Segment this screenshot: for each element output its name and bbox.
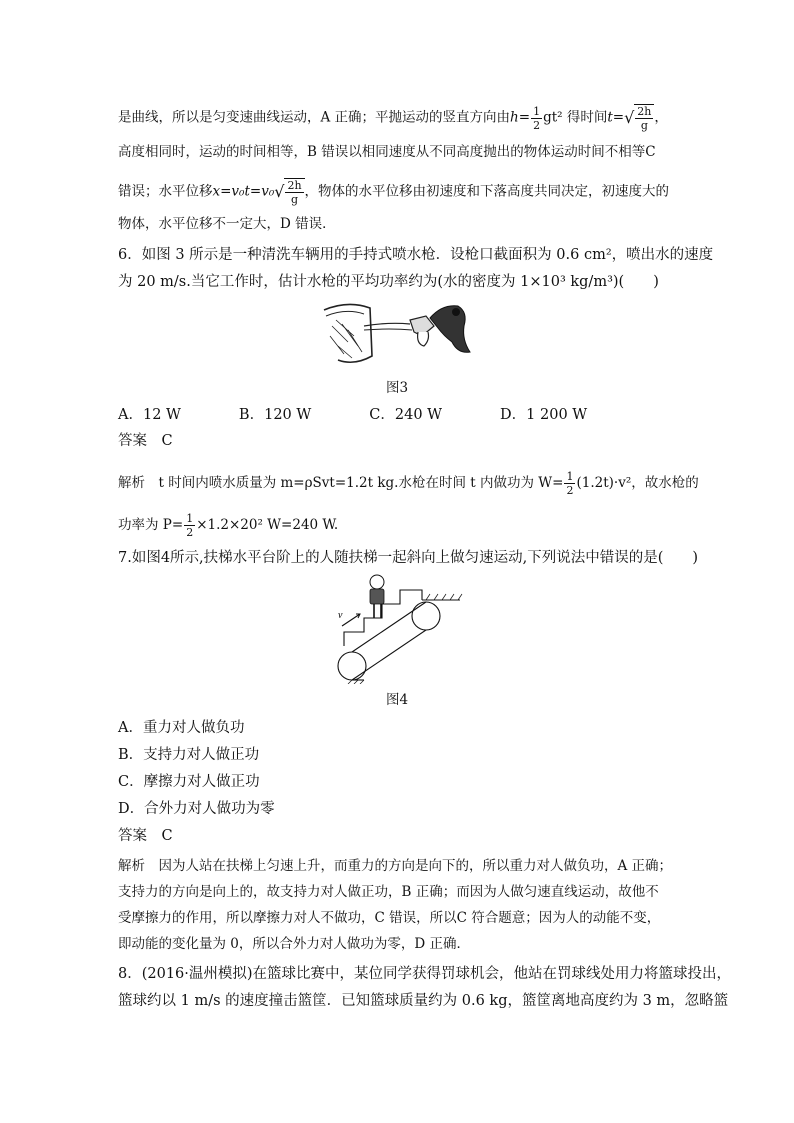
question-7-analysis-line-3: 受摩擦力的作用，所以摩擦力对人不做功，C 错误，所以C 符合题意；因为人的动能不变，: [118, 910, 661, 926]
question-7-analysis-line-2: 支持力的方向是向上的，故支持力对人做正功，B 正确；而因为人做匀速直线运动，故他不: [118, 884, 659, 900]
fraction-half: [531, 105, 542, 132]
text-segment: (1.2t)·v²，故水枪的: [576, 475, 699, 491]
fraction-half: [564, 470, 575, 497]
solution-line-1: [118, 104, 678, 132]
question-6-line-2: 为 20 m/s.当它工作时，估计水枪的平均功率约为(水的密度为 1×10³ kg/m³)( ): [118, 274, 659, 290]
question-6-answer: 答案 C: [118, 433, 173, 449]
fraction-denominator: 2: [533, 118, 541, 132]
question-6-line-1: 6．如图 3 所示是一种清洗车辆用的手持式喷水枪．设枪口截面积为 0.6 cm²，喷出水的速度: [118, 247, 714, 263]
sqrt-radicand: [634, 104, 654, 132]
figure-4-caption: 图4: [385, 692, 409, 708]
velocity-label-v: v: [338, 610, 343, 621]
fraction-numerator: 2h: [287, 179, 302, 192]
solution-line-3: [118, 178, 678, 206]
question-7-option-d: D．合外力对人做功为零: [118, 801, 275, 817]
figure-3-water-gun-illustration: [318, 296, 478, 372]
fraction-2h-g: [285, 179, 303, 206]
fraction-denominator: 2: [566, 484, 574, 497]
text-segment: gt² 得时间: [543, 109, 608, 126]
fraction-numerator: 1: [186, 512, 194, 525]
question-7-analysis-line-4: 即动能的变化量为 0，所以合外力对人做功为零，D 正确．: [118, 936, 470, 952]
text-segment: 错误；水平位移: [118, 183, 213, 200]
math-op: =: [518, 109, 531, 126]
question-7-answer: 答案 C: [118, 828, 173, 844]
math-var: t: [607, 109, 613, 126]
math-expression: x=v₀t=v₀: [212, 183, 275, 200]
question-6-options: A．12 W B．120 W C．240 W D．1 200 W: [118, 407, 588, 423]
math-var: h: [510, 109, 519, 126]
text-segment: 是曲线，所以是匀变速曲线运动，A 正确；平抛运动的竖直方向由: [118, 109, 511, 126]
sqrt-radicand: [284, 178, 304, 206]
fraction-2h-g: [635, 105, 653, 132]
fraction-numerator: 1: [533, 104, 541, 118]
question-8-line-1: 8．(2016·温州模拟)在篮球比赛中，某位同学获得罚球机会，他站在罚球线处用力将篮球投出，: [118, 966, 732, 982]
text-segment: ，: [654, 109, 668, 126]
fraction-half: [184, 512, 195, 539]
question-7-option-c: C．摩擦力对人做正功: [118, 774, 260, 790]
question-7-option-b: B．支持力对人做正功: [118, 747, 260, 763]
text-segment: 解析 t 时间内喷水质量为 m=ρSvt=1.2t kg.水枪在时间 t 内做功为 W=: [118, 475, 564, 491]
fraction-numerator: 2h: [637, 105, 652, 118]
question-8-line-2: 篮球约以 1 m/s 的速度撞击篮筐．已知篮球质量约为 0.6 kg，篮筐离地高度约为 3 m，忽略篮: [118, 993, 729, 1009]
solution-line-4: 物体，水平位移不一定大，D 错误．: [118, 216, 336, 232]
figure-3-caption: 图3: [385, 380, 409, 396]
sqrt-symbol: √: [274, 182, 285, 201]
question-7-option-a: A．重力对人做负功: [118, 720, 245, 736]
figure-4-escalator-illustration: [330, 572, 464, 684]
question-7-stem: 7.如图4所示,扶梯水平台阶上的人随扶梯一起斜向上做匀速运动,下列说法中错误的是( ): [118, 550, 699, 566]
solution-line-2: 高度相同时，运动的时间相等，B 错误以相同速度从不同高度抛出的物体运动时间不相等C: [118, 144, 656, 160]
question-6-analysis-line-2: [118, 512, 678, 539]
fraction-denominator: g: [290, 193, 299, 206]
fraction-denominator: 2: [186, 526, 194, 539]
question-6-analysis-line-1: [118, 470, 699, 497]
text-segment: ×1.2×20² W=240 W.: [196, 517, 339, 533]
fraction-denominator: g: [640, 119, 648, 132]
fraction-numerator: 1: [566, 470, 574, 483]
text-segment: 功率为 P=: [118, 517, 184, 533]
sqrt-symbol: √: [624, 108, 635, 127]
question-7-analysis-line-1: 解析 因为人站在扶梯上匀速上升，而重力的方向是向下的，所以重力对人做负功，A 正确；: [118, 858, 673, 874]
text-segment: ，物体的水平位移由初速度和下落高度共同决定，初速度大的: [304, 183, 670, 200]
math-op: =: [612, 109, 625, 126]
